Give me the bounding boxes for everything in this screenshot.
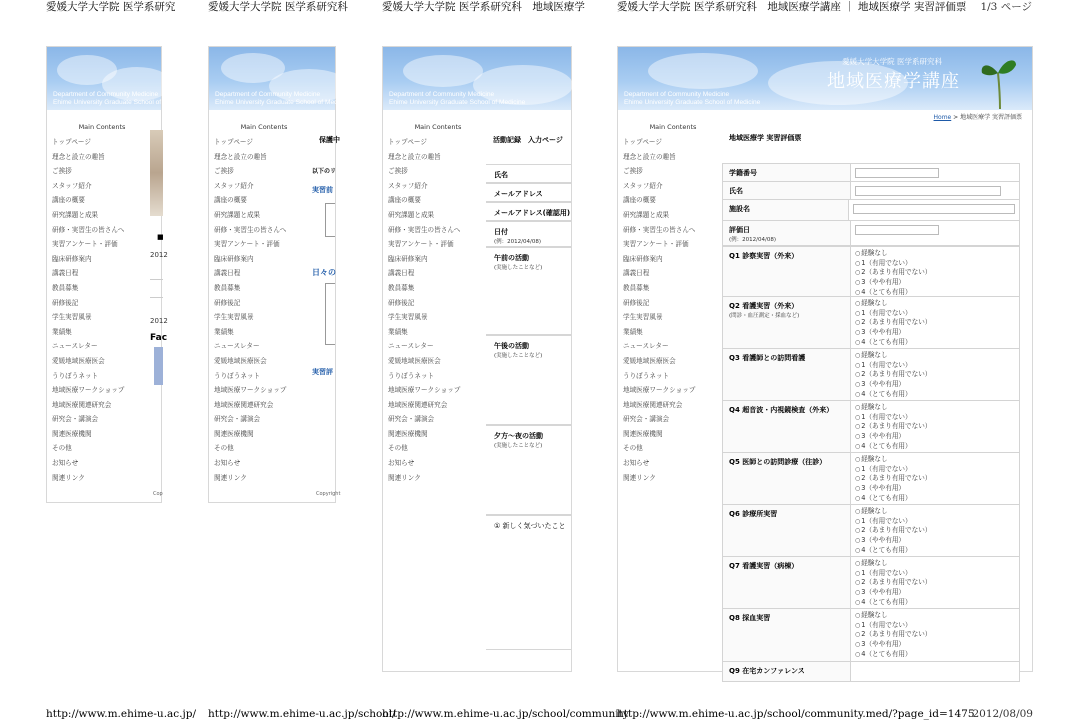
rating-radio-option[interactable]: ○ 経験なし [855, 403, 1015, 413]
question-row [722, 453, 1020, 505]
rating-radio-option[interactable]: ○ 4（とても有用） [855, 338, 1015, 348]
rating-radio-option[interactable]: ○ 経験なし [855, 507, 1015, 517]
nav-item[interactable]: 学生実習風景 [623, 313, 663, 322]
main-nav [209, 123, 319, 485]
field-label: 学籍番号 [723, 164, 851, 181]
copyright-text: Copyright [316, 491, 341, 497]
nav-item[interactable]: 研修後記 [623, 298, 650, 307]
nav-item[interactable]: ニュースレター [623, 342, 669, 351]
nav-item[interactable]: 研究会・講演会 [52, 415, 99, 424]
nav-items [618, 135, 728, 485]
nav-item[interactable]: 教員募集 [214, 283, 241, 292]
rating-radio-option[interactable]: ○ 2（あまり有用でない） [855, 268, 1015, 278]
nav-item[interactable]: 実習アンケート・評価 [388, 240, 454, 249]
nav-item[interactable]: ご挨拶 [52, 167, 72, 176]
print-header-1: 愛媛大学大学院 医学系研究 [46, 1, 176, 13]
nav-item[interactable]: 臨床研修案内 [623, 254, 663, 263]
facility-input[interactable] [853, 204, 1015, 214]
nav-item[interactable]: お知らせ [623, 459, 650, 468]
banner-english-text: Department of Community Medicine Ehime University Graduate School of Medicine [53, 91, 190, 106]
field-row-student-id [722, 163, 1020, 182]
nav-item[interactable]: トップページ [52, 138, 91, 146]
nav-item[interactable]: 研究課題と成果 [214, 210, 261, 219]
question-label: Q3 看護師との訪問看護 [723, 349, 851, 400]
question-label: Q7 看護実習（病棟） [723, 557, 851, 608]
divider-line [150, 297, 163, 298]
question-label: Q5 医師との訪問診療（往診） [723, 453, 851, 504]
nav-item[interactable]: ご挨拶 [214, 167, 234, 176]
nav-item[interactable]: 学生実習風景 [388, 313, 428, 322]
photo-thumbnail [150, 130, 163, 216]
nav-item[interactable]: 関連リンク [52, 473, 85, 482]
question-label: Q6 診療所実習 [723, 505, 851, 556]
nav-item[interactable]: 研修・実習生の皆さんへ [52, 225, 125, 234]
form-row-new-findings[interactable]: ① 新しく気づいたこと [486, 515, 571, 650]
divider-line [150, 279, 163, 280]
nav-item[interactable]: 関連リンク [214, 473, 247, 482]
nav-item[interactable]: 臨床研修案内 [388, 254, 428, 263]
nav-item[interactable]: 関連医療機関 [52, 429, 92, 438]
nav-item[interactable]: 理念と設立の趣旨 [623, 152, 676, 161]
content-stub-5: 実習評 [312, 368, 333, 376]
nav-item[interactable]: 地域医療関連研究会 [214, 400, 274, 409]
site-banner [209, 47, 352, 110]
rating-radio-option[interactable]: ○ 2（あまり有用でない） [855, 578, 1015, 588]
nav-item[interactable]: スタッフ紹介 [388, 181, 428, 190]
nav-item[interactable]: 講義日程 [388, 269, 415, 278]
nav-item[interactable]: 研修・実習生の皆さんへ [388, 225, 461, 234]
nav-item[interactable]: うりぼうネット [52, 371, 99, 380]
rating-radio-option[interactable]: ○ 3（やや有用） [855, 484, 1015, 494]
nav-item[interactable]: 研修・実習生の皆さんへ [623, 225, 696, 234]
nav-item[interactable]: 関連医療機関 [214, 429, 254, 438]
nav-item[interactable]: 研修後記 [388, 298, 415, 307]
nav-item[interactable]: 地域医療関連研究会 [623, 400, 683, 409]
rating-radio-option[interactable]: ○ 経験なし [855, 299, 1015, 309]
nav-item[interactable]: ニュースレター [388, 342, 434, 351]
main-nav [383, 123, 493, 485]
rating-radio-option[interactable]: ○ 2（あまり有用でない） [855, 630, 1015, 640]
rating-radio-option[interactable]: ○ 1（有用でない） [855, 569, 1015, 579]
question-label: Q4 超音波・内視鏡検査（外来） [723, 401, 851, 452]
banner-jp-subtitle: 愛媛大学大学院 医学系研究科 [842, 57, 942, 66]
form-row-evening-activity[interactable]: 夕方～夜の活動 (実施したことなど) [486, 425, 571, 515]
nav-item[interactable]: その他 [388, 444, 408, 453]
page-indicator: 1/3 ページ [980, 1, 1032, 13]
nav-item[interactable]: スタッフ紹介 [623, 181, 663, 190]
print-footer-url-2: http://www.m.ehime-u.ac.jp/school/ [208, 708, 396, 720]
page-panel-4 [617, 46, 1033, 675]
nav-item[interactable]: 研修・実習生の皆さんへ [214, 225, 287, 234]
nav-title: Main Contents [649, 123, 697, 131]
rating-radio-option[interactable]: ○ 1（有用でない） [855, 517, 1015, 527]
nav-item[interactable]: 教員募集 [388, 283, 415, 292]
nav-item[interactable]: 理念と設立の趣旨 [388, 152, 441, 161]
nav-item[interactable]: お知らせ [52, 459, 79, 468]
banner-jp-title: 地域医療学講座 [827, 71, 960, 92]
question-row [722, 505, 1020, 557]
rating-radio-option[interactable]: ○ 経験なし [855, 351, 1015, 361]
nav-item[interactable]: 愛媛地域医療医会 [214, 356, 267, 365]
content-stub-3: Fac [150, 333, 168, 343]
nav-item[interactable]: その他 [52, 444, 72, 453]
nav-item[interactable]: 実習アンケート・評価 [52, 240, 118, 249]
content-stub-4: 日々の [312, 268, 336, 277]
field-label: 施設名 [723, 200, 849, 220]
rating-radio-option[interactable]: ○ 経験なし [855, 611, 1015, 621]
content-stub-mark: ■ [157, 233, 164, 241]
print-footer-url-4: http://www.m.ehime-u.ac.jp/school/community.med/?page_id=1475 [617, 708, 975, 720]
print-date: 2012/08/09 [972, 708, 1033, 720]
nav-item[interactable]: 研究課題と成果 [623, 210, 670, 219]
content-stub-2: 以下のリ [312, 168, 337, 175]
nav-item[interactable]: 愛媛地域医療医会 [388, 356, 441, 365]
print-header-2: 愛媛大学大学院 医学系研究科 [208, 1, 348, 13]
nav-item[interactable]: 研究課題と成果 [388, 210, 435, 219]
question-row [722, 401, 1020, 453]
nav-item[interactable]: 理念と設立の趣旨 [52, 152, 105, 161]
question-row [722, 297, 1020, 349]
rating-radio-option[interactable]: ○ 3（やや有用） [855, 328, 1015, 338]
copyright-text: Cop [153, 491, 163, 497]
site-banner [383, 47, 571, 110]
nav-item[interactable]: 地域医療関連研究会 [388, 400, 448, 409]
rating-radio-option[interactable]: ○ 3（やや有用） [855, 432, 1015, 442]
rating-radio-option[interactable]: ○ 4（とても有用） [855, 288, 1015, 298]
form-row-date[interactable]: 日付 (例：2012/04/08) [486, 221, 571, 247]
name-input[interactable] [855, 186, 1001, 196]
nav-title: Main Contents [414, 123, 462, 131]
page-panel-1 [46, 46, 190, 503]
nav-item[interactable]: 地域医療ワークショップ [388, 386, 461, 395]
nav-item[interactable]: 業績集 [52, 327, 72, 336]
rating-radio-option[interactable]: ○ 1（有用でない） [855, 309, 1015, 319]
nav-item[interactable]: 実習アンケート・評価 [214, 240, 280, 249]
nav-item[interactable]: 理念と設立の趣旨 [214, 152, 267, 161]
nav-item[interactable]: 関連医療機関 [623, 429, 663, 438]
nav-item[interactable]: スタッフ紹介 [52, 181, 92, 190]
rating-radio-option[interactable]: ○ 2（あまり有用でない） [855, 474, 1015, 484]
nav-items [209, 135, 319, 485]
nav-item[interactable]: 関連リンク [388, 473, 421, 482]
nav-item[interactable]: 臨床研修案内 [52, 254, 92, 263]
nav-item[interactable]: トップページ [623, 138, 662, 146]
nav-item[interactable]: 研究会・講演会 [388, 415, 435, 424]
rating-radio-option[interactable]: ○ 1（有用でない） [855, 259, 1015, 269]
rating-radio-option[interactable]: ○ 経験なし [855, 455, 1015, 465]
nav-item[interactable]: 地域医療ワークショップ [52, 386, 125, 395]
nav-item[interactable]: 研修後記 [52, 298, 79, 307]
bracket-line [325, 283, 335, 345]
nav-item[interactable]: 愛媛地域医療医会 [623, 356, 676, 365]
nav-item[interactable]: 愛媛地域医療医会 [52, 356, 105, 365]
form-row-morning-activity[interactable]: 午前の活動 (実施したことなど) [486, 247, 571, 335]
rating-radio-option[interactable]: ○ 3（やや有用） [855, 380, 1015, 390]
rating-radio-option[interactable]: ○ 1（有用でない） [855, 413, 1015, 423]
page-panel-2 [208, 46, 352, 503]
content-stub-3: 実習前 [312, 186, 333, 194]
facebook-widget [154, 347, 163, 385]
nav-item[interactable]: その他 [623, 444, 643, 453]
rating-radio-option[interactable]: ○ 1（有用でない） [855, 621, 1015, 631]
rating-radio-option[interactable]: ○ 1（有用でない） [855, 465, 1015, 475]
question-label: Q2 看護実習（外来） (問診・血圧測定・採血など) [723, 297, 851, 348]
field-row-facility [722, 200, 1020, 221]
nav-item[interactable]: 地域医療関連研究会 [52, 400, 112, 409]
content-stub-2: 2012 [150, 317, 168, 325]
question-label: Q1 診察実習（外来） [723, 247, 851, 296]
nav-item[interactable]: 関連リンク [623, 473, 656, 482]
rating-radio-option[interactable]: ○ 3（やや有用） [855, 536, 1015, 546]
nav-item[interactable]: 地域医療ワークショップ [214, 386, 287, 395]
evaluation-form [722, 163, 1020, 682]
rating-radio-option[interactable]: ○ 2（あまり有用でない） [855, 422, 1015, 432]
nav-title: Main Contents [78, 123, 126, 131]
nav-item[interactable]: 講座の概要 [52, 196, 85, 205]
nav-item[interactable]: スタッフ紹介 [214, 181, 254, 190]
nav-items [383, 135, 493, 485]
field-label: 氏名 [723, 182, 851, 199]
bracket-line [325, 203, 335, 237]
content-stub-1: 2012 [150, 251, 168, 259]
form-row-email-confirm[interactable]: メールアドレス(確認用) [486, 202, 571, 221]
nav-item[interactable]: トップページ [388, 138, 427, 146]
banner-english-text: Department of Community Medicine Ehime University Graduate School of Medicine [215, 91, 352, 106]
page-title: 地域医療学 実習評価票 [729, 134, 802, 142]
question-row [722, 557, 1020, 609]
nav-item[interactable]: 教員募集 [52, 283, 79, 292]
nav-item[interactable]: うりぼうネット [388, 371, 435, 380]
print-header-4: 愛媛大学大学院 医学系研究科 地域医療学講座 ｜ 地域医療学 実習評価票 [617, 1, 967, 13]
nav-item[interactable]: 研究会・講演会 [214, 415, 261, 424]
nav-item[interactable]: 研究会・講演会 [623, 415, 670, 424]
print-footer-url-1: http://www.m.ehime-u.ac.jp/ [46, 708, 197, 720]
banner-english-text: Department of Community Medicine Ehime University Graduate School of Medicine [624, 91, 761, 106]
nav-item[interactable]: 臨床研修案内 [214, 254, 254, 263]
nav-item[interactable]: 研修後記 [214, 298, 241, 307]
nav-item[interactable]: 業績集 [388, 327, 408, 336]
form-row-name[interactable]: 氏名 [486, 164, 571, 183]
breadcrumb: Home > 地域医療学 実習評価票 [933, 114, 1022, 121]
question-row [722, 349, 1020, 401]
nav-item[interactable]: ご挨拶 [388, 167, 408, 176]
eval-date-input[interactable] [855, 225, 939, 235]
form-row-email[interactable]: メールアドレス [486, 183, 571, 202]
nav-item[interactable]: 講義日程 [214, 269, 241, 278]
question-row [722, 662, 1020, 682]
site-banner [47, 47, 190, 110]
nav-title: Main Contents [240, 123, 288, 131]
rating-radio-option[interactable]: ○ 2（あまり有用でない） [855, 526, 1015, 536]
question-row [722, 609, 1020, 662]
nav-item[interactable]: 地域医療ワークショップ [623, 386, 696, 395]
main-nav [47, 123, 157, 485]
rating-radio-option[interactable]: ○ 3（やや有用） [855, 588, 1015, 598]
nav-item[interactable]: お知らせ [214, 459, 241, 468]
nav-item[interactable]: その他 [214, 444, 234, 453]
nav-item[interactable]: 実習アンケート・評価 [623, 240, 689, 249]
rating-radio-option[interactable]: ○ 1（有用でない） [855, 361, 1015, 371]
sprout-logo-icon [978, 53, 1018, 109]
nav-item[interactable]: 講座の概要 [623, 196, 656, 205]
rating-radio-option[interactable]: ○ 4（とても有用） [855, 650, 1015, 660]
nav-item[interactable]: ニュースレター [52, 342, 98, 351]
student-id-input[interactable] [855, 168, 939, 178]
nav-item[interactable]: ご挨拶 [623, 167, 643, 176]
nav-item[interactable]: 業績集 [214, 327, 234, 336]
rating-radio-option[interactable]: ○ 経験なし [855, 559, 1015, 569]
field-row-name [722, 182, 1020, 200]
nav-item[interactable]: 学生実習風景 [52, 313, 92, 322]
rating-radio-option[interactable]: ○ 3（やや有用） [855, 640, 1015, 650]
rating-radio-option[interactable]: ○ 2（あまり有用でない） [855, 318, 1015, 328]
banner-english-text: Department of Community Medicine Ehime University Graduate School of Medicine [389, 91, 526, 106]
rating-radio-option[interactable]: ○ 3（やや有用） [855, 278, 1015, 288]
nav-item[interactable]: 研究課題と成果 [52, 210, 99, 219]
nav-item[interactable]: うりぼうネット [214, 371, 261, 380]
nav-item[interactable]: 業績集 [623, 327, 643, 336]
rating-radio-option[interactable]: ○ 経験なし [855, 249, 1015, 259]
activity-record-title: 活動記録 入力ページ [493, 136, 563, 144]
site-banner [618, 47, 1032, 110]
nav-item[interactable]: 教員募集 [623, 283, 650, 292]
content-stub-1: 保護中 [319, 136, 340, 144]
print-footer-url-3: http://www.m.ehime-u.ac.jp/school/community [382, 708, 629, 720]
question-row [722, 246, 1020, 297]
nav-item[interactable]: 学生実習風景 [214, 313, 254, 322]
nav-item[interactable]: 講座の概要 [388, 196, 421, 205]
breadcrumb-home-link[interactable]: Home [933, 114, 952, 121]
rating-radio-option[interactable]: ○ 4（とても有用） [855, 494, 1015, 504]
rating-radio-option[interactable]: ○ 2（あまり有用でない） [855, 370, 1015, 380]
nav-items [47, 135, 157, 485]
rating-radio-option[interactable]: ○ 4（とても有用） [855, 390, 1015, 400]
field-row-eval-date [722, 221, 1020, 246]
rating-radio-option[interactable]: ○ 4（とても有用） [855, 546, 1015, 556]
nav-item[interactable]: ニュースレター [214, 342, 260, 351]
nav-item[interactable]: トップページ [214, 138, 253, 146]
rating-radio-option[interactable]: ○ 4（とても有用） [855, 442, 1015, 452]
form-row-afternoon-activity[interactable]: 午後の活動 (実施したことなど) [486, 335, 571, 425]
nav-item[interactable]: うりぼうネット [623, 371, 670, 380]
page-panel-3 [382, 46, 572, 672]
field-label: 評価日 (例：2012/04/08) [723, 221, 851, 245]
question-label: Q9 在宅カンファレンス [723, 662, 851, 681]
print-header-3: 愛媛大学大学院 医学系研究科 地域医療学 [382, 1, 585, 13]
rating-radio-option[interactable]: ○ 4（とても有用） [855, 598, 1015, 608]
nav-item[interactable]: 講義日程 [52, 269, 79, 278]
nav-item[interactable]: 講義日程 [623, 269, 650, 278]
nav-item[interactable]: 関連医療機関 [388, 429, 428, 438]
question-label: Q8 採血実習 [723, 609, 851, 661]
nav-item[interactable]: お知らせ [388, 459, 415, 468]
main-nav [618, 123, 728, 485]
nav-item[interactable]: 講座の概要 [214, 196, 247, 205]
